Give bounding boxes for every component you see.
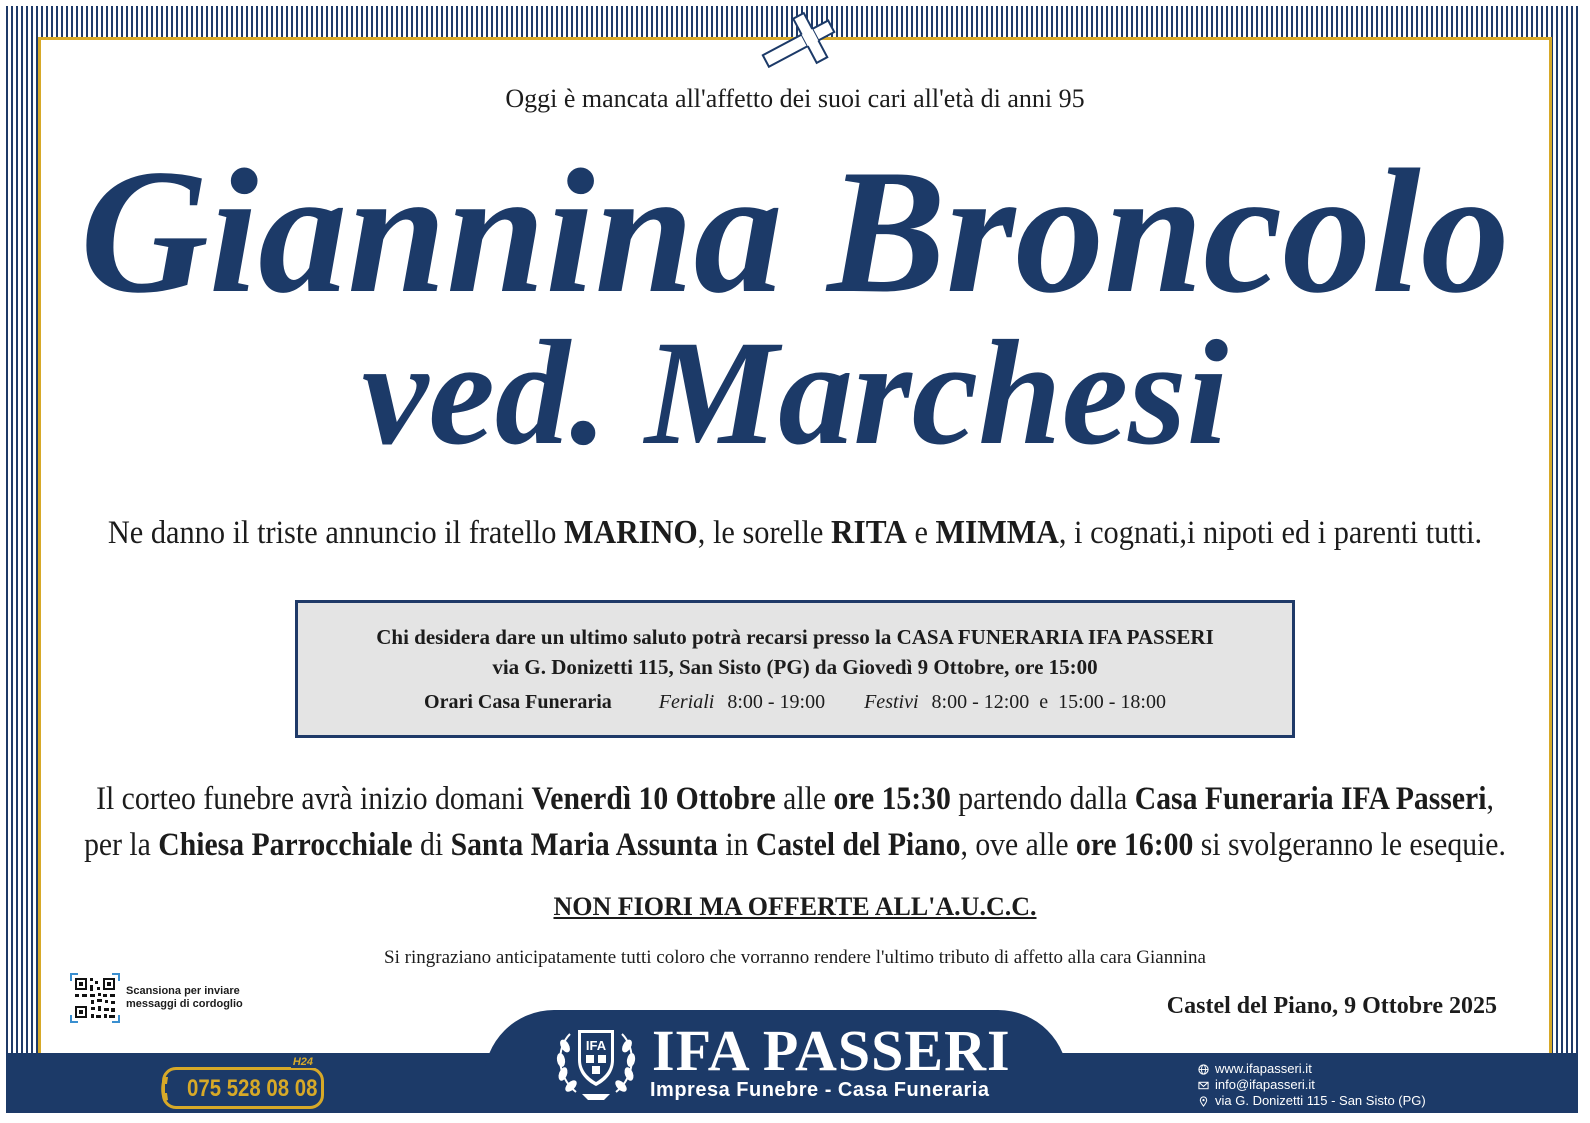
website-link[interactable]: www.ifapasseri.it <box>1215 1061 1312 1076</box>
intro-text: Oggi è mancata all'affetto dei suoi cari all'età di anni 95 <box>505 84 1085 113</box>
opening-hours <box>298 691 1292 714</box>
svg-text:IFA: IFA <box>585 1038 607 1053</box>
mail-icon <box>1198 1080 1209 1091</box>
phone-icon <box>159 1075 177 1103</box>
visitation-line-1: Chi desidera dare un ultimo saluto potrà recarsi presso la CASA FUNERARIA IFA PASSERI <box>376 625 1214 649</box>
email-link[interactable]: info@ifapasseri.it <box>1215 1077 1315 1092</box>
place-and-date: Castel del Piano, 9 Ottobre 2025 <box>1166 993 1497 1019</box>
address-text: via G. Donizetti 115 - San Sisto (PG) <box>1215 1093 1426 1108</box>
address-row <box>1198 1093 1426 1109</box>
phone-number[interactable]: 075 528 08 08 <box>187 1075 318 1102</box>
h24-badge: H24 <box>292 1056 313 1068</box>
phone-badge[interactable] <box>162 1056 324 1109</box>
location-pin-icon <box>1198 1096 1209 1107</box>
announcement: Ne danno il triste annuncio il fratello MARINO, le sorelle RITA e MIMMA, i cognati,i nipoti ed i parenti tutti. <box>107 514 1483 551</box>
no-flowers-note: NON FIORI MA OFFERTE ALL'A.U.C.C. <box>553 892 1037 921</box>
brand-name: IFA PASSERI <box>652 1018 1011 1083</box>
weekdays-label: Feriali <box>658 691 715 713</box>
qr-caption: Scansiona per inviare messaggi di cordoglio <box>126 985 243 1010</box>
visitation-box <box>295 600 1295 738</box>
deceased-name: Giannina Broncolo <box>80 132 1510 330</box>
qr-code-icon[interactable] <box>70 973 120 1023</box>
funeral-procession-text: Il corteo funebre avrà inizio domani Venerdì 10 Ottobre alle ore 15:30 partendo dalla Casa Funeraria IFA Passeri, per la Chiesa Parrocchiale di Santa Maria Assunta in Castel del Piano, ove alle ore 16:00 si svolgeranno le esequie. <box>84 781 1506 863</box>
deceased-married-name: ved. Marchesi <box>361 310 1229 476</box>
globe-icon <box>1198 1064 1209 1075</box>
contact-info <box>1198 1061 1426 1109</box>
holidays-hours: 8:00 - 12:00 e 15:00 - 18:00 <box>931 691 1166 713</box>
hours-label: Orari Casa Funeraria <box>424 691 612 713</box>
brand-subtitle: Impresa Funebre - Casa Funeraria <box>650 1079 990 1101</box>
thanks-text: Si ringraziano anticipatamente tutti coloro che vorranno rendere l'ultimo tributo di affetto alla cara Giannina <box>384 947 1206 968</box>
website-row[interactable] <box>1198 1061 1426 1077</box>
ifa-logo-icon <box>552 1022 640 1104</box>
email-row[interactable] <box>1198 1077 1426 1093</box>
weekdays-hours: 8:00 - 19:00 <box>727 691 826 713</box>
visitation-line-2: via G. Donizetti 115, San Sisto (PG) da Giovedì 9 Ottobre, ore 15:00 <box>492 655 1098 679</box>
cross-icon <box>748 10 846 80</box>
holidays-label: Festivi <box>864 691 919 713</box>
